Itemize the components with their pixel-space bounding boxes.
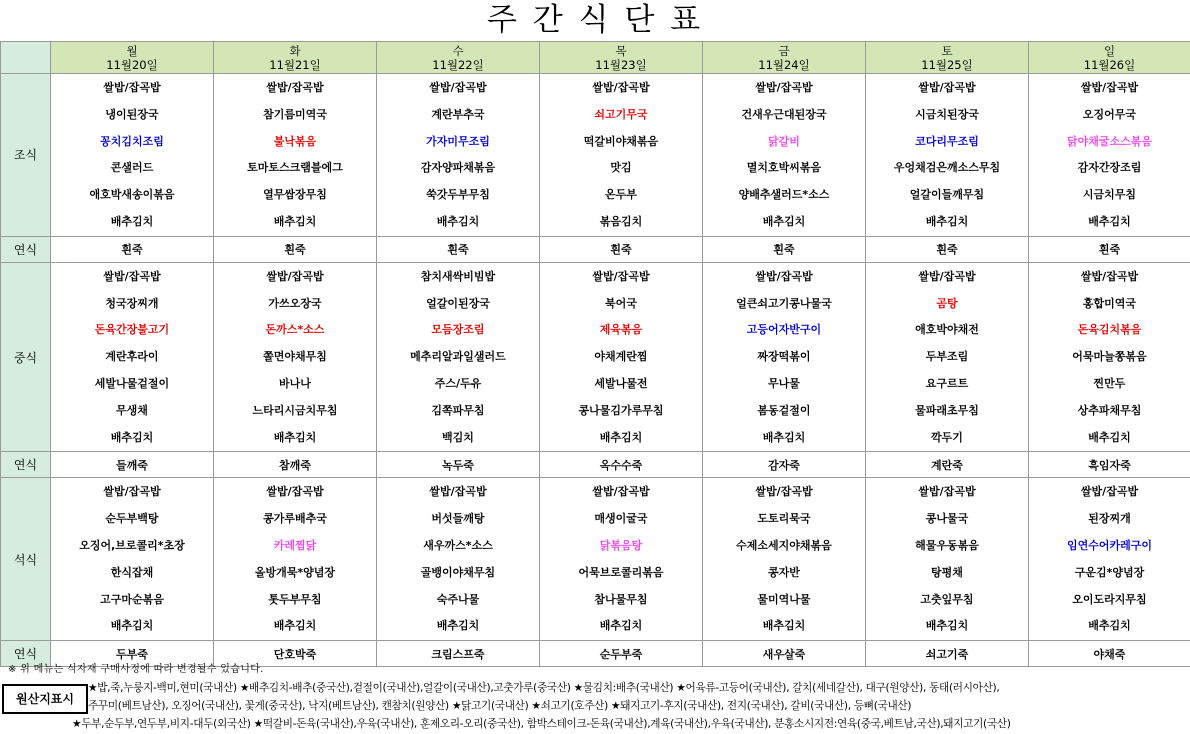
day-date: 11월23일	[595, 57, 647, 72]
menu-item: 배추김치	[1088, 619, 1131, 633]
menu-item: 배추김치	[762, 619, 806, 633]
menu-item: 콘샐러드	[110, 161, 154, 175]
menu-item: 깍두기	[931, 430, 963, 444]
day-date: 11월20일	[106, 57, 158, 72]
menu-item: 쌀밥/잡곡밥	[592, 485, 650, 499]
menu-item: 탕평채	[931, 565, 963, 579]
menu-item: 쇠고기무국	[594, 107, 648, 121]
meal-label: 중식	[1, 262, 51, 452]
menu-item: 얼갈이들깨무침	[909, 188, 985, 202]
menu-item: 애호박야채전	[915, 323, 979, 337]
menu-item: 두부조림	[925, 350, 969, 364]
day-name: 일	[1103, 43, 1116, 58]
menu-item: 배추김치	[762, 214, 806, 228]
menu-item: 배추김치	[599, 430, 643, 444]
menu-item: 쌀밥/잡곡밥	[755, 485, 813, 499]
origin-line: ★밥,죽,누룽지-백미,현미(국내산) ★배추김치-배추(중국산),겉절이(국내산),얼갈이(국내산),고춧가루(중국산) ★물김치:배추(국내산) ★어육류-고등어(국내산), 갈치(세네갈산), 대구(원양산), 동태(러시아산),	[88, 682, 1000, 694]
menu-item: 멸치호박씨볶음	[746, 161, 822, 175]
meal-label: 조식	[1, 74, 51, 237]
menu-item: 쫄면야채무침	[263, 350, 327, 364]
menu-item: 콩나물김가루무침	[578, 403, 664, 417]
day-name: 월	[126, 43, 138, 58]
meal-cell	[703, 262, 866, 452]
menu-item: 닭갈비	[768, 134, 800, 148]
menu-item: 우엉채검은깨소스무침	[893, 161, 1001, 175]
menu-item: 배추김치	[273, 430, 317, 444]
origin-label: 원산지표시	[2, 684, 88, 714]
menu-item: 오이도라지무침	[1072, 592, 1147, 606]
menu-item: 배추김치	[1088, 430, 1131, 444]
menu-item: 짜장떡볶이	[757, 350, 811, 364]
meal-cell	[214, 262, 377, 452]
weekly-menu-table	[0, 41, 1190, 667]
menu-item: 쌀밥/잡곡밥	[266, 81, 324, 94]
day-date: 11월25일	[921, 57, 973, 72]
meal-cell	[51, 478, 214, 641]
menu-item: 떡갈비야채볶음	[583, 134, 659, 148]
snack-item: 흰죽	[703, 236, 866, 262]
menu-item: 쌀밥/잡곡밥	[755, 269, 813, 283]
menu-item: 쌀밥/잡곡밥	[918, 81, 976, 94]
menu-item: 메추리알과일샐러드	[410, 350, 506, 364]
meal-cell	[703, 74, 866, 237]
menu-item: 쌀밥/잡곡밥	[266, 269, 324, 283]
meal-cell	[540, 74, 703, 237]
menu-item: 배추김치	[925, 619, 969, 633]
meal-cell	[540, 262, 703, 452]
menu-item: 가자미무조림	[426, 134, 490, 148]
snack-item: 흰죽	[214, 236, 377, 262]
snack-item: 야채죽	[1029, 641, 1190, 667]
menu-item: 얼갈이된장국	[426, 296, 490, 310]
menu-item: 배추김치	[762, 430, 806, 444]
menu-item: 콩가루배추국	[263, 512, 327, 526]
menu-item: 건새우근대된장국	[741, 107, 827, 121]
day-date: 11월24일	[758, 57, 810, 72]
menu-item: 닭볶음탕	[599, 538, 643, 552]
menu-item: 배추김치	[599, 619, 643, 633]
menu-item: 참나물무침	[594, 592, 648, 606]
snack-item: 감자죽	[703, 452, 866, 478]
menu-item: 세발나물겉절이	[94, 376, 170, 390]
menu-item: 쌀밥/잡곡밥	[1080, 485, 1139, 499]
day-header	[866, 42, 1029, 74]
menu-item: 쌀밥/잡곡밥	[918, 269, 976, 283]
menu-item: 해물우동볶음	[915, 538, 979, 552]
menu-item: 새우까스*소스	[423, 538, 493, 552]
menu-item: 모듬장조림	[431, 323, 485, 337]
menu-item: 배추김치	[1088, 214, 1131, 228]
menu-item: 얼큰쇠고기콩나물국	[736, 296, 832, 310]
menu-item: 계란부추국	[431, 107, 485, 121]
menu-item: 맛김	[610, 161, 632, 175]
meal-cell	[1029, 478, 1190, 641]
meal-cell	[51, 262, 214, 452]
menu-item: 감자양파채볶음	[420, 161, 496, 175]
menu-item: 올방개묵*양념장	[254, 565, 336, 579]
menu-item: 배추김치	[110, 619, 154, 633]
menu-item: 쌀밥/잡곡밥	[266, 485, 324, 499]
snack-item: 옥수수죽	[540, 452, 703, 478]
menu-item: 한식잡채	[110, 565, 154, 579]
meal-cell	[703, 478, 866, 641]
menu-item: 고춧잎무침	[920, 592, 974, 606]
meal-cell	[1029, 74, 1190, 237]
menu-item: 야채계란찜	[594, 350, 648, 364]
page-title: 주 간 식 단 표	[486, 2, 704, 38]
menu-item: 고구마순볶음	[100, 592, 164, 606]
menu-item: 숙주나물	[436, 592, 480, 606]
snack-item: 흰죽	[51, 236, 214, 262]
menu-item: 불낙볶음	[273, 134, 317, 148]
menu-item: 바나나	[279, 376, 311, 390]
meal-label: 석식	[1, 478, 51, 641]
menu-item: 카레찜닭	[273, 538, 317, 552]
menu-item: 쌀밥/잡곡밥	[1080, 269, 1139, 283]
menu-item: 시금치된장국	[915, 107, 979, 121]
menu-item: 임연수어카레구이	[1066, 538, 1152, 552]
menu-item: 쌀밥/잡곡밥	[592, 81, 650, 94]
day-name: 목	[615, 43, 627, 58]
menu-item: 꽁치김치조림	[100, 134, 164, 148]
menu-item: 참치새싹비빔밥	[420, 269, 496, 283]
snack-item: 흰죽	[866, 236, 1029, 262]
menu-item: 가쓰오장국	[268, 296, 322, 310]
menu-item: 쌀밥/잡곡밥	[103, 269, 161, 283]
menu-item: 쌀밥/잡곡밥	[755, 81, 813, 94]
day-header	[703, 42, 866, 74]
menu-item: 닭야채굴소스볶음	[1066, 134, 1152, 148]
origin-line: 주꾸미(베트남산), 오징어(국내산), 꽃게(중국산), 낙지(베트남산), 캔참치(원양산) ★닭고기(국내산) ★쇠고기(호주산) ★돼지고기-후지(국내산), 전지(국내산), 갈비(국내산), 등뼈(국내산)	[88, 700, 912, 712]
menu-item: 어묵브로콜리볶음	[578, 565, 664, 579]
menu-item: 배추김치	[925, 214, 969, 228]
menu-item: 세발나물전	[594, 376, 648, 390]
menu-item: 쌀밥/잡곡밥	[103, 485, 161, 499]
menu-item: 배추김치	[436, 619, 480, 633]
snack-item: 들깨죽	[51, 452, 214, 478]
menu-item: 톳두부무침	[268, 592, 322, 606]
day-name: 토	[941, 43, 953, 58]
snack-label: 연식	[1, 452, 51, 478]
meal-cell	[214, 478, 377, 641]
menu-item: 쌀밥/잡곡밥	[918, 485, 976, 499]
menu-item: 쌀밥/잡곡밥	[429, 81, 487, 94]
day-name: 수	[452, 43, 464, 58]
meal-cell	[214, 74, 377, 237]
meal-cell	[377, 478, 540, 641]
menu-item: 북어국	[605, 296, 637, 310]
menu-item: 물미역나물	[757, 592, 811, 606]
menu-item: 청국장찌개	[105, 296, 159, 310]
day-date: 11월21일	[269, 57, 321, 72]
meal-cell	[377, 262, 540, 452]
day-header	[377, 42, 540, 74]
menu-item: 어묵마늘쫑볶음	[1072, 350, 1147, 364]
menu-item: 상추파채무침	[1077, 403, 1142, 417]
snack-item: 쇠고기죽	[866, 641, 1029, 667]
menu-item: 제육볶음	[599, 323, 643, 337]
snack-item: 흰죽	[1029, 236, 1190, 262]
meal-cell	[866, 262, 1029, 452]
day-header	[214, 42, 377, 74]
snack-item: 순두부죽	[540, 641, 703, 667]
menu-item: 배추김치	[110, 430, 154, 444]
day-name: 금	[778, 43, 790, 58]
snack-item: 크림스프죽	[377, 641, 540, 667]
menu-item: 코다리무조림	[915, 134, 979, 148]
menu-item: 콩자반	[768, 565, 800, 579]
menu-item: 배추김치	[273, 619, 317, 633]
origin-line: ★두부,순두부,연두부,비지-대두(외국산) ★떡갈비-돈육(국내산),우육(국내산), 훈제오리-오리(중국산), 함박스테이크-돈육(국내산),계육(국내산),우육(국내산), 분홍소시지전:연육(중국,베트남,국산),돼지고기(국산)	[72, 718, 1011, 730]
snack-item: 두부죽	[51, 641, 214, 667]
menu-item: 버섯들깨탕	[431, 512, 485, 526]
day-header	[51, 42, 214, 74]
menu-item: 쑥갓두부무침	[426, 188, 490, 202]
snack-item: 새우살죽	[703, 641, 866, 667]
menu-item: 요구르트	[925, 376, 969, 390]
menu-item: 물파래초무침	[915, 403, 979, 417]
menu-item: 도토리묵국	[757, 512, 811, 526]
menu-item: 돈육간장불고기	[94, 323, 170, 337]
menu-item: 수제소세지야채볶음	[736, 538, 832, 552]
meal-cell	[866, 74, 1029, 237]
menu-item: 토마토스크램블에그	[247, 161, 343, 175]
menu-item: 김쪽파무침	[431, 403, 485, 417]
day-date: 11월26일	[1083, 57, 1136, 72]
menu-item: 순두부백탕	[105, 512, 159, 526]
menu-item: 백김치	[442, 430, 474, 444]
origin-info	[72, 679, 1188, 733]
menu-item: 쌀밥/잡곡밥	[592, 269, 650, 283]
header-row	[1, 42, 1190, 74]
meal-cell	[866, 478, 1029, 641]
day-name: 화	[289, 43, 301, 58]
menu-item: 느타리시금치무침	[252, 403, 338, 417]
menu-item: 배추김치	[273, 214, 317, 228]
snack-item: 흰죽	[540, 236, 703, 262]
corner-cell	[1, 42, 51, 74]
menu-item: 된장찌개	[1088, 512, 1131, 526]
snack-label: 연식	[1, 641, 51, 667]
snack-row	[1, 452, 1190, 478]
meal-row	[1, 74, 1190, 237]
menu-item: 콩나물국	[925, 512, 969, 526]
day-header	[1029, 42, 1190, 74]
menu-item: 돈까스*소스	[265, 323, 325, 337]
menu-item: 배추김치	[436, 214, 480, 228]
menu-item: 시금치무침	[1082, 188, 1137, 202]
snack-item: 흑임자죽	[1029, 452, 1190, 478]
snack-item: 계란죽	[866, 452, 1029, 478]
menu-item: 골뱅이야채무침	[420, 565, 496, 579]
menu-item: 홍합미역국	[1082, 296, 1137, 310]
menu-item: 쌀밥/잡곡밥	[103, 81, 161, 94]
menu-item: 열무쌈장무침	[263, 188, 327, 202]
menu-item: 참기름미역국	[263, 107, 327, 121]
menu-item: 온두부	[605, 188, 637, 202]
meal-cell	[51, 74, 214, 237]
snack-item: 참깨죽	[214, 452, 377, 478]
menu-item: 계란후라이	[105, 350, 159, 364]
meal-row	[1, 478, 1190, 641]
meal-cell	[1029, 262, 1190, 452]
meal-row	[1, 262, 1190, 452]
menu-item: 돈육김치볶음	[1077, 323, 1142, 337]
menu-item: 애호박새송이볶음	[89, 188, 175, 202]
snack-item: 흰죽	[377, 236, 540, 262]
snack-label: 연식	[1, 236, 51, 262]
snack-item: 녹두죽	[377, 452, 540, 478]
menu-item: 무나물	[768, 376, 800, 390]
notice-text: ※ 위 메뉴는 식자재 구매사정에 따라 변경될수 있습니다.	[8, 664, 264, 675]
menu-item: 냉이된장국	[105, 107, 159, 121]
day-date: 11월22일	[432, 57, 484, 72]
menu-item: 곰탕	[936, 296, 958, 310]
menu-item: 고등어자반구이	[746, 323, 822, 337]
menu-item: 오징어,브로콜리*초장	[79, 538, 185, 552]
menu-item: 볶음김치	[599, 214, 643, 228]
meal-cell	[377, 74, 540, 237]
menu-item: 쌀밥/잡곡밥	[1080, 81, 1139, 94]
snack-row	[1, 236, 1190, 262]
snack-item: 단호박죽	[214, 641, 377, 667]
day-header	[540, 42, 703, 74]
menu-item: 구운김*양념장	[1074, 565, 1145, 579]
meal-cell	[540, 478, 703, 641]
menu-item: 찐만두	[1093, 376, 1126, 390]
menu-item: 주스/두유	[434, 376, 482, 390]
menu-item: 봄동겉절이	[757, 403, 811, 417]
menu-item: 양배추샐러드*소스	[738, 188, 830, 202]
menu-item: 매생이굴국	[594, 512, 648, 526]
menu-item: 오징어무국	[1082, 107, 1137, 121]
menu-item: 쌀밥/잡곡밥	[429, 485, 487, 499]
menu-item: 배추김치	[110, 214, 154, 228]
menu-item: 무생채	[116, 403, 148, 417]
menu-item: 감자간장조림	[1077, 161, 1142, 175]
